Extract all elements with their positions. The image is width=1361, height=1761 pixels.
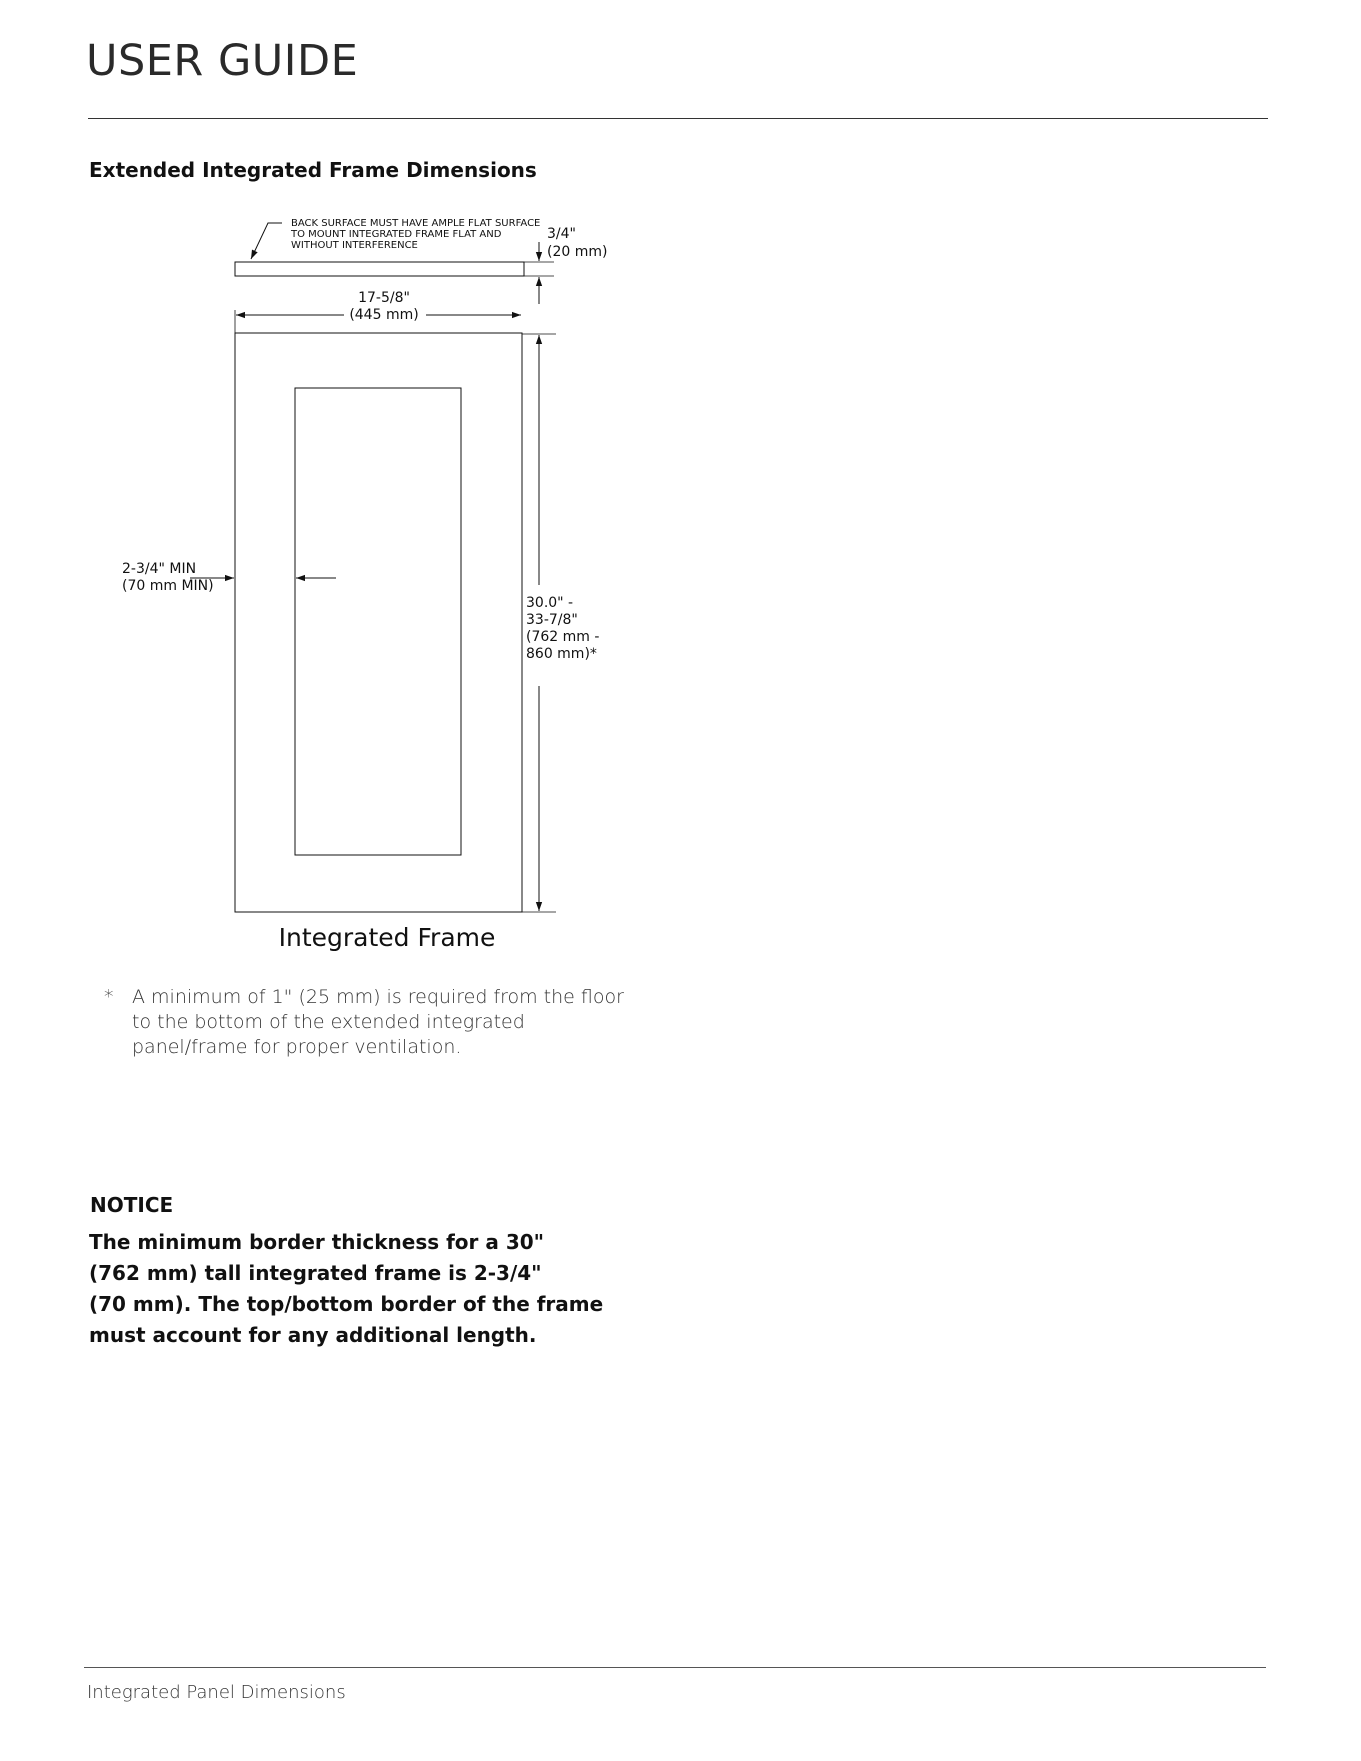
width-dim-metric: (445 mm) [349, 307, 419, 323]
frame-inner-opening [295, 388, 461, 855]
height-dim-line-2: 33-7/8" [526, 612, 578, 628]
footer-divider [84, 1667, 1266, 1668]
notice-line-2: (762 mm) tall integrated frame is 2-3/4" [89, 1261, 542, 1285]
width-dim-imperial: 17-5/8" [358, 290, 410, 306]
frame-side-profile [235, 262, 524, 276]
section-heading: Extended Integrated Frame Dimensions [89, 158, 537, 182]
height-dim-line-3: (762 mm - [526, 629, 600, 645]
depth-dim-imperial: 3/4" [547, 226, 576, 242]
back-surface-note-line-2: TO MOUNT INTEGRATED FRAME FLAT AND [291, 229, 502, 240]
height-dim-line-4: 860 mm)* [526, 646, 597, 662]
footer-section-label: Integrated Panel Dimensions [87, 1682, 346, 1703]
notice-line-1: The minimum border thickness for a 30" [89, 1230, 545, 1254]
back-surface-leader [251, 223, 282, 259]
back-surface-note-line-1: BACK SURFACE MUST HAVE AMPLE FLAT SURFACE [291, 218, 541, 229]
border-dim-metric: (70 mm MIN) [122, 578, 214, 594]
depth-dim-metric: (20 mm) [547, 244, 608, 260]
notice-line-3: (70 mm). The top/bottom border of the frame [89, 1292, 604, 1316]
footnote-marker: * [104, 986, 114, 1008]
notice-heading: NOTICE [90, 1193, 174, 1217]
notice-body [89, 1227, 649, 1351]
page-title: USER GUIDE [86, 36, 359, 86]
ventilation-footnote [104, 985, 624, 1060]
notice-line-4: must account for any additional length. [89, 1323, 537, 1347]
frame-outer-outline [235, 333, 522, 912]
height-dim-line-1: 30.0" - [526, 595, 574, 611]
diagram-caption: Integrated Frame [278, 923, 496, 952]
border-dim-imperial: 2-3/4" MIN [122, 561, 197, 577]
back-surface-note-line-3: WITHOUT INTERFERENCE [291, 240, 418, 251]
footnote-text: A minimum of 1" (25 mm) is required from the floor to the bottom of the extended integrated panel/frame for proper ventilation. [132, 986, 624, 1058]
